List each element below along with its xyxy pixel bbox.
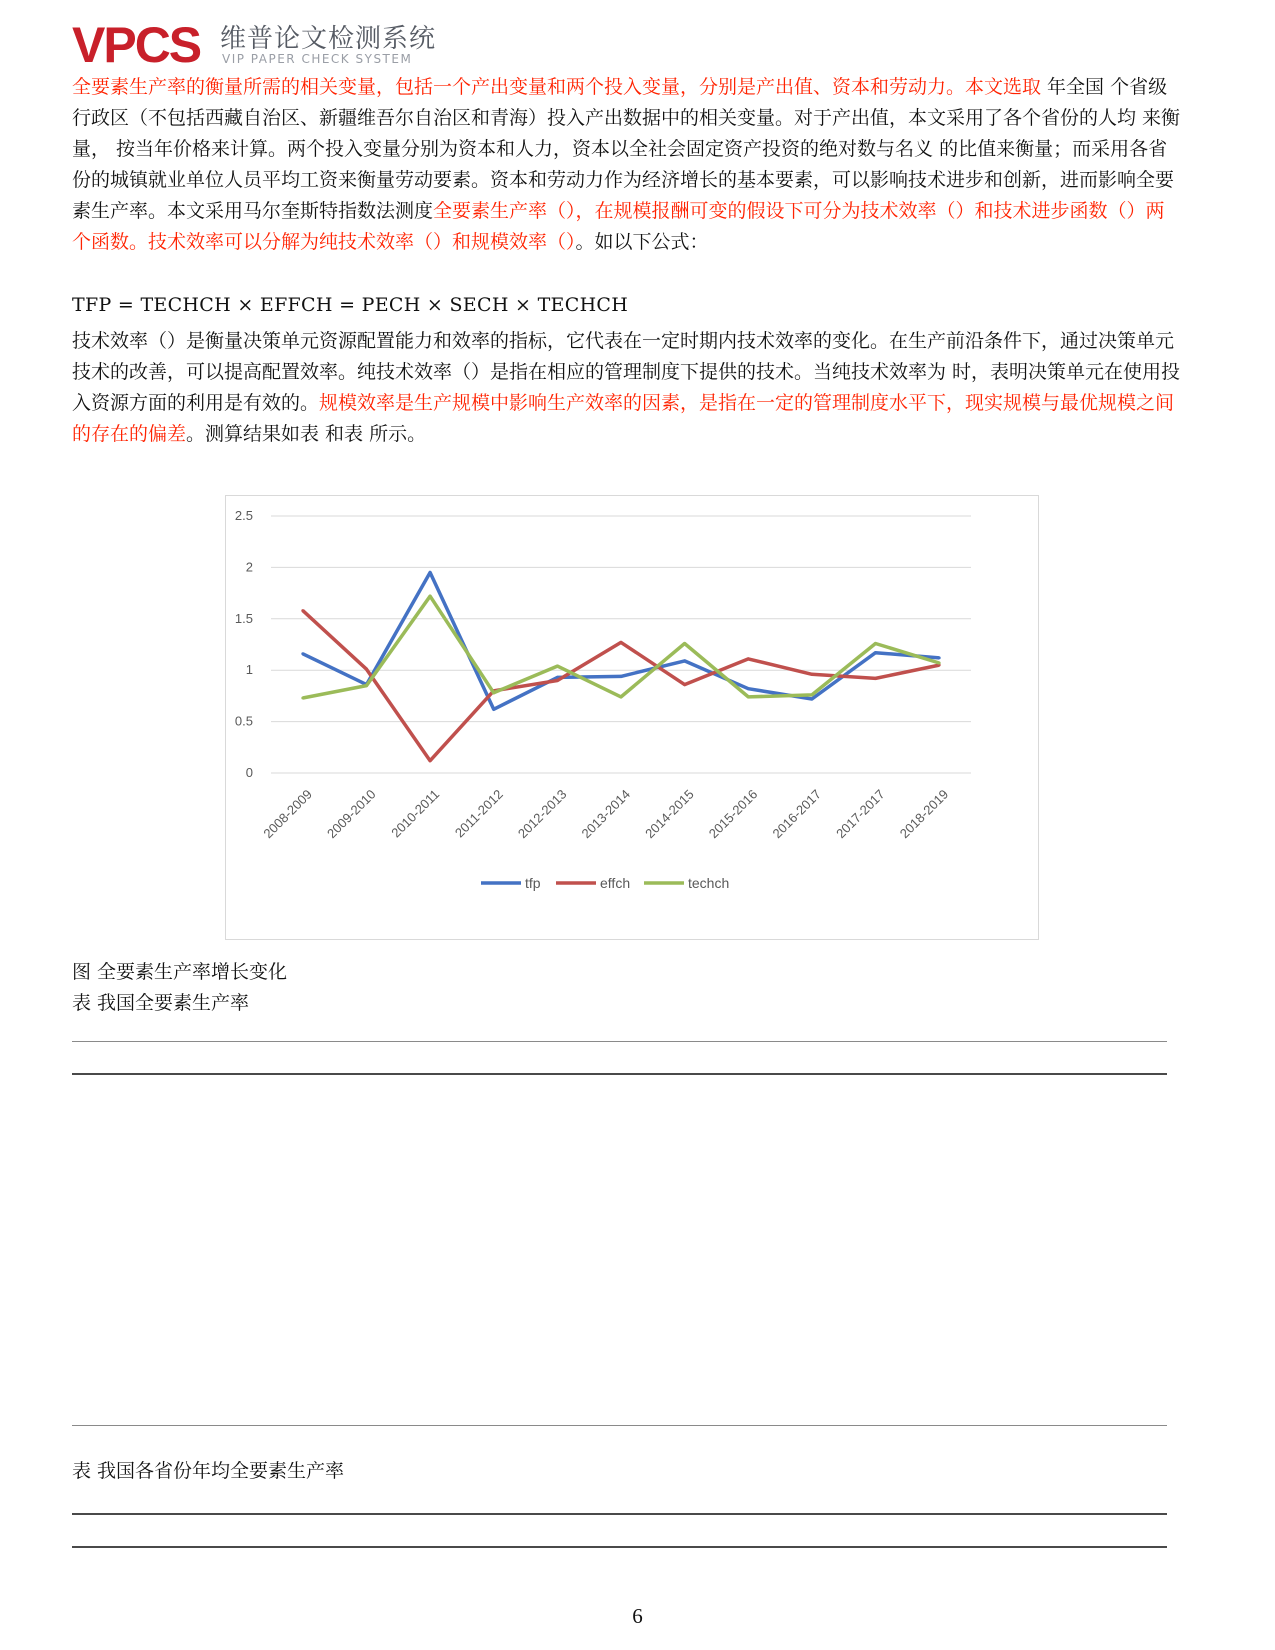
data-point-techch bbox=[683, 642, 686, 645]
y-tick-label: 0.5 bbox=[234, 713, 253, 729]
brand-name-cn: 维普论文检测系统 bbox=[220, 24, 437, 54]
table1-header-rule bbox=[72, 1073, 1167, 1075]
data-point-techch bbox=[620, 695, 623, 698]
data-point-tfp bbox=[429, 571, 432, 574]
x-tick-label: 2011-2012 bbox=[451, 786, 506, 841]
data-point-tfp bbox=[874, 651, 877, 654]
x-tick-label: 2012-2013 bbox=[514, 786, 570, 842]
chart-svg bbox=[226, 496, 1038, 939]
y-tick-label: 2 bbox=[245, 559, 253, 575]
table-caption-2: 表 我国各省份年均全要素生产率 bbox=[72, 1460, 345, 1482]
paragraph-variables bbox=[72, 72, 1182, 258]
x-tick-label: 2018-2019 bbox=[896, 786, 952, 842]
legend-label-techch: techch bbox=[688, 875, 730, 891]
table2-top-rule bbox=[72, 1513, 1167, 1515]
y-tick-label: 1.5 bbox=[234, 610, 253, 626]
body-text-segment: 年全国 个省级行政区（不包括西藏自治区、新疆维吾尔自治区和青海）投入产出数据中的相关变量。对于产出值，本文采用了各个省份的人均 来衡量， 按当年价格来计算。两个投入变量分别为资本和人力，资本以全社会固定资产投资的绝对数与名义 的比值来衡量；而采用各省份的城镇就业单位人员平均工资来衡量劳动要素。资本和劳动力作为经济增长的基本要素，可以影响技术进步和创新，进而影响全要素生产率。本文采用马尔奎斯特指数法测度 bbox=[72, 76, 1181, 222]
y-tick-label: 1 bbox=[245, 662, 253, 678]
data-point-effch bbox=[810, 673, 813, 676]
x-tick-label: 2010-2011 bbox=[388, 786, 443, 841]
data-point-effch bbox=[301, 609, 304, 612]
x-tick-label: 2014-2015 bbox=[642, 786, 697, 842]
paragraph-efficiency bbox=[72, 326, 1182, 450]
data-point-techch bbox=[301, 696, 304, 699]
data-point-effch bbox=[620, 641, 623, 644]
data-point-techch bbox=[938, 662, 941, 665]
tfp-line-chart bbox=[225, 495, 1039, 940]
data-point-tfp bbox=[938, 656, 941, 659]
data-point-tfp bbox=[301, 652, 304, 655]
data-point-tfp bbox=[620, 675, 623, 678]
data-point-effch bbox=[747, 657, 750, 660]
body-text-segment: 。测算结果如表 和表 所示。 bbox=[186, 423, 427, 445]
data-point-tfp bbox=[683, 659, 686, 662]
y-tick-label: 2.5 bbox=[234, 508, 253, 523]
x-tick-label: 2009-2010 bbox=[324, 786, 379, 842]
figure-caption: 图 全要素生产率增长变化 bbox=[72, 961, 288, 983]
data-point-techch bbox=[747, 695, 750, 698]
data-point-effch bbox=[874, 677, 877, 680]
data-point-effch bbox=[365, 668, 368, 671]
data-point-tfp bbox=[747, 687, 750, 690]
logo-text: VPCS bbox=[72, 18, 201, 70]
highlighted-text: 规模效率是生产规模中影响生产效率的因素，是指在一定的管理制度水平下，现实规模与最优规模之间的存在的偏差 bbox=[72, 392, 1175, 445]
x-tick-label: 2016-2017 bbox=[769, 786, 825, 842]
data-point-tfp bbox=[492, 708, 495, 711]
y-tick-label: 0 bbox=[245, 765, 253, 780]
legend-label-tfp: tfp bbox=[525, 875, 541, 891]
highlighted-text: 全要素生产率的衡量所需的相关变量，包括一个产出变量和两个投入变量，分别是产出值、资本和劳动力。本文选取 bbox=[72, 76, 1042, 98]
table1-bottom-rule bbox=[72, 1425, 1167, 1426]
table1-top-rule bbox=[72, 1041, 1167, 1042]
highlighted-text: 全要素生产率（），在规模报酬可变的假设下可分为技术效率（）和技术进步函数（）两个函数。技术效率可以分解为纯技术效率（）和规模效率（） bbox=[72, 200, 1165, 253]
data-point-techch bbox=[556, 665, 559, 668]
data-point-techch bbox=[492, 691, 495, 694]
data-point-effch bbox=[683, 683, 686, 686]
x-tick-label: 2008-2009 bbox=[260, 786, 315, 842]
x-tick-label: 2017-2017 bbox=[833, 786, 888, 842]
data-point-techch bbox=[874, 642, 877, 645]
data-point-techch bbox=[365, 684, 368, 687]
data-point-tfp bbox=[810, 697, 813, 700]
body-text-segment: 技术效率（）是衡量决策单元资源配置能力和效率的指标，它代表在一定时期内技术效率的变化。在生产前沿条件下，通过决策单元技术的改善，可以提高配置效率。纯技术效率（）是指在相应的管理制度下提供的技术。当纯技术效率为 时，表明决策单元在使用投入资源方面的利用是有效的。 bbox=[72, 330, 1181, 414]
x-tick-label: 2013-2014 bbox=[578, 786, 634, 842]
table2-header-rule bbox=[72, 1546, 1167, 1548]
table-caption-1: 表 我国全要素生产率 bbox=[72, 992, 250, 1014]
data-point-effch bbox=[556, 679, 559, 682]
data-point-techch bbox=[429, 595, 432, 598]
vpcs-logo-mark bbox=[72, 18, 212, 70]
tfp-formula: TFP = TECHCH × EFFCH = PECH × SECH × TECHCH bbox=[72, 294, 629, 316]
brand-name-en: VIP PAPER CHECK SYSTEM bbox=[222, 52, 413, 66]
body-text-segment: 。如以下公式： bbox=[575, 231, 709, 253]
x-tick-label: 2015-2016 bbox=[705, 786, 761, 842]
data-point-effch bbox=[429, 759, 432, 762]
data-point-techch bbox=[810, 693, 813, 696]
page-number: 6 bbox=[632, 1604, 643, 1628]
legend-label-effch: effch bbox=[600, 875, 631, 891]
series-line-techch bbox=[303, 596, 939, 698]
series-line-effch bbox=[303, 611, 939, 761]
